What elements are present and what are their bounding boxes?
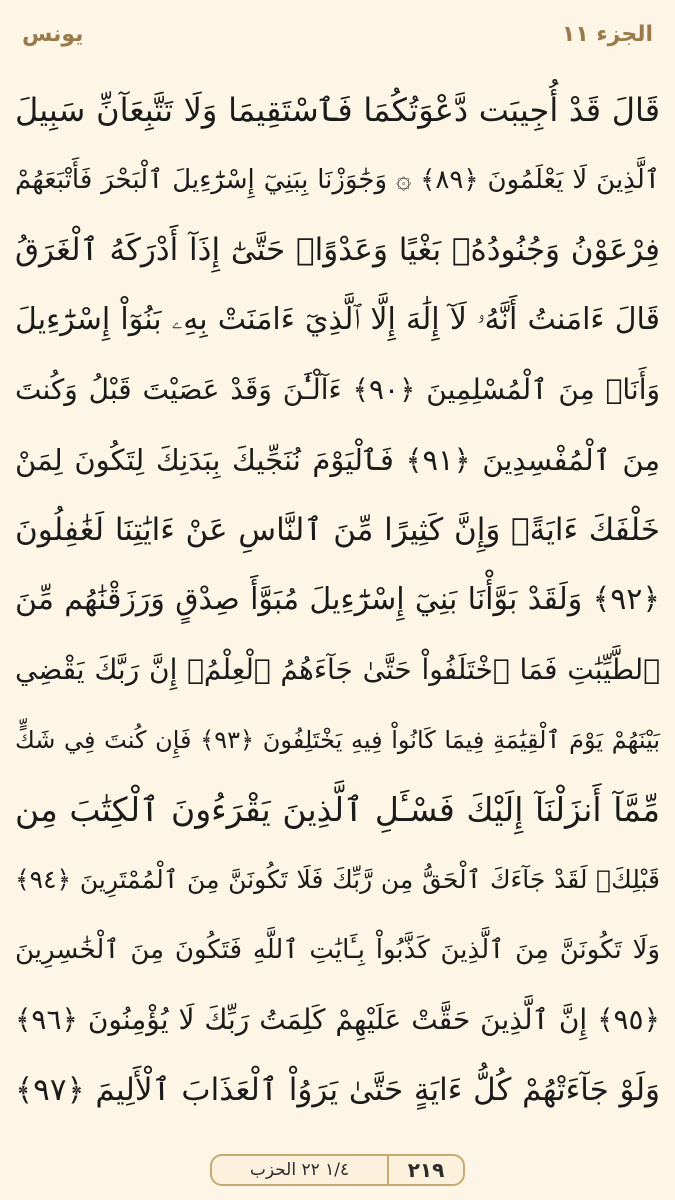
text-line: قَالَ قَدْ أُجِيبَت دَّعْوَتُكُمَا فَٱسْتَقِيمَا وَلَا تَتَّبِعَآنِّ سَبِيلَ [15,91,660,129]
text-line: وَأَنَا۠ مِنَ ٱلْمُسْلِمِينَ ﴿٩٠﴾ ءَآلْـَٰٔنَ وَقَدْ عَصَيْتَ قَبْلُ وَكُنتَ [15,373,661,406]
text-line: ٱلَّذِينَ لَا يَعْلَمُونَ ﴿٨٩﴾ ۞ وَجَٰوَزْنَا بِبَنِيٓ إِسْرَٰٓءِيلَ ٱلْبَحْرَ فَأَتْبَعَهُمْ [15,165,660,195]
text-line: قَالَ ءَامَنتُ أَنَّهُۥ لَآ إِلَٰهَ إِلَّا ٱلَّذِيٓ ءَامَنَتْ بِهِۦ بَنُوٓاْ إِسْرَٰٓءِيلَ [15,302,660,337]
text-line: ٱلطَّيِّبَٰتِ فَمَا ٱخْتَلَفُواْ حَتَّىٰ جَآءَهُمُ ٱلْعِلْمُۚ إِنَّ رَبَّكَ يَقْضِي [15,653,660,686]
juz-label: الجزء ١١ [561,22,653,47]
text-line: قَبْلِكَۚ لَقَدْ جَآءَكَ ٱلْحَقُّ مِن رَّبِّكَ فَلَا تَكُونَنَّ مِنَ ٱلْمُمْتَرِينَ ﴿٩٤﴾ [15,865,660,894]
text-line: ﴿٩٥﴾ إِنَّ ٱلَّذِينَ حَقَّتْ عَلَيْهِمْ كَلِمَتُ رَبِّكَ لَا يُؤْمِنُونَ ﴿٩٦﴾ [15,1003,660,1036]
surah-name: يونس [22,22,84,47]
text-line: ﴿٩٢﴾ وَلَقَدْ بَوَّأْنَا بَنِيٓ إِسْرَٰٓءِيلَ مُبَوَّأَ صِدْقٍ وَرَزَقْنَٰهُم مِّنَ [15,582,660,617]
hizb-label: ١/٤ ٢٢ الحزب [249,1160,350,1180]
page-header [0,0,675,70]
text-line: خَلْفَكَ ءَايَةًۚ وَإِنَّ كَثِيرًا مِّنَ ٱلنَّاسِ عَنْ ءَايَٰتِنَا لَغَٰفِلُونَ [15,512,660,548]
text-line: مِّمَّآ أَنزَلْنَآ إِلَيْكَ فَسْـَٔلِ ٱلَّذِينَ يَقْرَءُونَ ٱلْكِتَٰبَ مِن [15,790,660,829]
quran-text-block [15,80,660,1140]
page-number: ٢١٩ [387,1156,463,1184]
text-line: وَلَوْ جَآءَتْهُمْ كُلُّ ءَايَةٍ حَتَّىٰ يَرَوُاْ ٱلْعَذَابَ ٱلْأَلِيمَ ﴿٩٧﴾ [15,1072,660,1108]
text-line: وَلَا تَكُونَنَّ مِنَ ٱلَّذِينَ كَذَّبُواْ بِـَٔايَٰتِ ٱللَّهِ فَتَكُونَ مِنَ ٱلْخَٰسِرِينَ [15,935,660,965]
text-line: مِنَ ٱلْمُفْسِدِينَ ﴿٩١﴾ فَٱلْيَوْمَ نُنَجِّيكَ بِبَدَنِكَ لِتَكُونَ لِمَنْ [15,443,661,477]
text-line: بَيْنَهُمْ يَوْمَ ٱلْقِيَٰمَةِ فِيمَا كَانُواْ فِيهِ يَخْتَلِفُونَ ﴿٩٣﴾ فَإِن كُنتَ فِي شَكٍّ [15,726,660,754]
text-line: فِرْعَوْنُ وَجُنُودُهُۥ بَغْيًا وَعَدْوًاۖ حَتَّىٰٓ إِذَآ أَدْرَكَهُ ٱلْغَرَقُ [15,232,660,268]
page-footer [0,1148,675,1192]
page-info-frame [210,1154,465,1186]
